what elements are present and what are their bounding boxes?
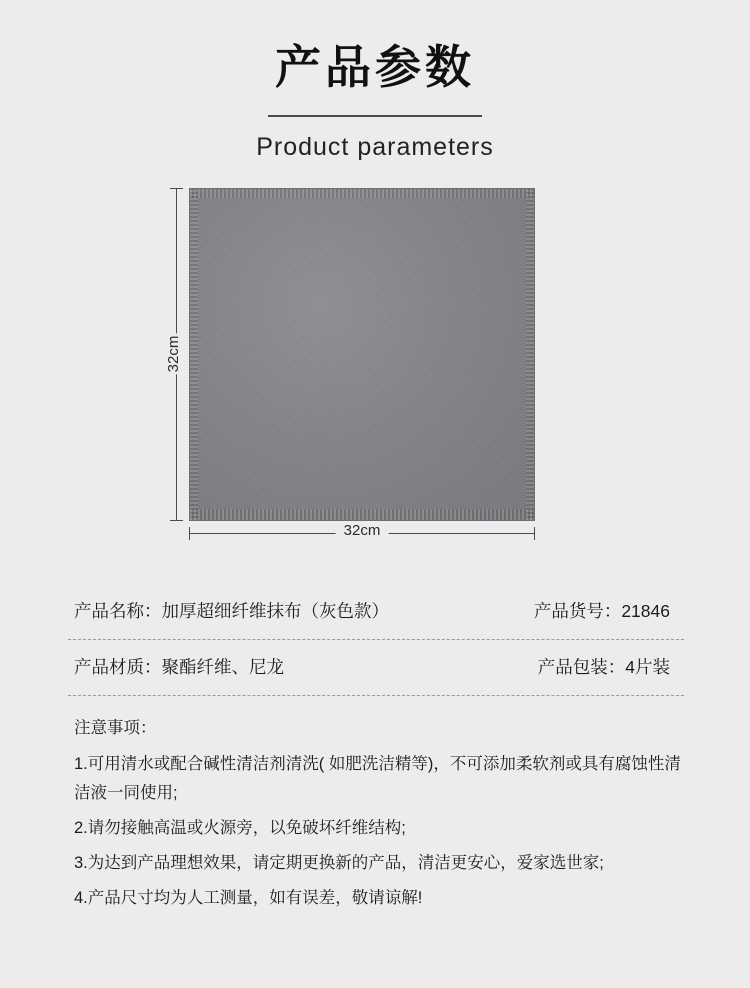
- note-item: 4.产品尺寸均为人工测量，如有误差，敬请谅解!: [74, 888, 423, 907]
- spec-value: 21846: [621, 600, 670, 621]
- note-item: 1.可用清水或配合碱性清洁剂清洗( 如肥洗洁精等)，不可添加柔软剂或具有腐蚀性清洁液一同使用;: [74, 755, 681, 803]
- cloth-edge-right: [526, 189, 534, 520]
- spec-label: 产品包装：: [537, 656, 626, 677]
- notes-title: 注意事项：: [74, 718, 157, 737]
- product-photo: [189, 188, 535, 521]
- notes-section: [68, 714, 684, 913]
- dimension-width-cap-right: [534, 527, 535, 540]
- product-image-block: [165, 188, 585, 558]
- cloth-edge-top: [190, 189, 534, 198]
- dimension-height-cap-bottom: [170, 520, 183, 521]
- spec-material-group: [74, 654, 284, 679]
- page-title: 产品参数: [275, 41, 475, 93]
- spec-name-group: [74, 598, 389, 623]
- note-item: 2.请勿接触高温或火源旁，以免破坏纤维结构;: [74, 819, 406, 838]
- dimension-width-label: 32cm: [336, 522, 389, 539]
- spec-value: 加厚超细纤维抹布（灰色款）: [161, 600, 389, 621]
- title-divider: [268, 115, 482, 117]
- spec-label: 产品名称：: [74, 600, 162, 621]
- page-header: [0, 0, 750, 162]
- spec-value: 4片装: [625, 656, 670, 677]
- dimension-height-label: 32cm: [161, 334, 186, 375]
- dimension-height: [165, 188, 189, 521]
- spec-table: [68, 584, 684, 696]
- spec-label: 产品材质：: [74, 656, 162, 677]
- spec-label: 产品货号：: [533, 600, 622, 621]
- spec-row: [68, 584, 684, 639]
- note-item: 3.为达到产品理想效果，请定期更换新的产品，清洁更安心，爱家选世家;: [74, 854, 604, 873]
- dimension-width: [189, 521, 535, 545]
- spec-row: [68, 640, 684, 695]
- spec-code-group: [534, 598, 684, 623]
- spec-package-group: [538, 654, 684, 679]
- cloth-edge-left: [190, 189, 198, 520]
- spec-value: 聚酯纤维、尼龙: [161, 656, 284, 677]
- spec-divider: [68, 695, 684, 696]
- cloth-edge-bottom: [190, 509, 534, 520]
- page-subtitle: Product parameters: [256, 132, 494, 161]
